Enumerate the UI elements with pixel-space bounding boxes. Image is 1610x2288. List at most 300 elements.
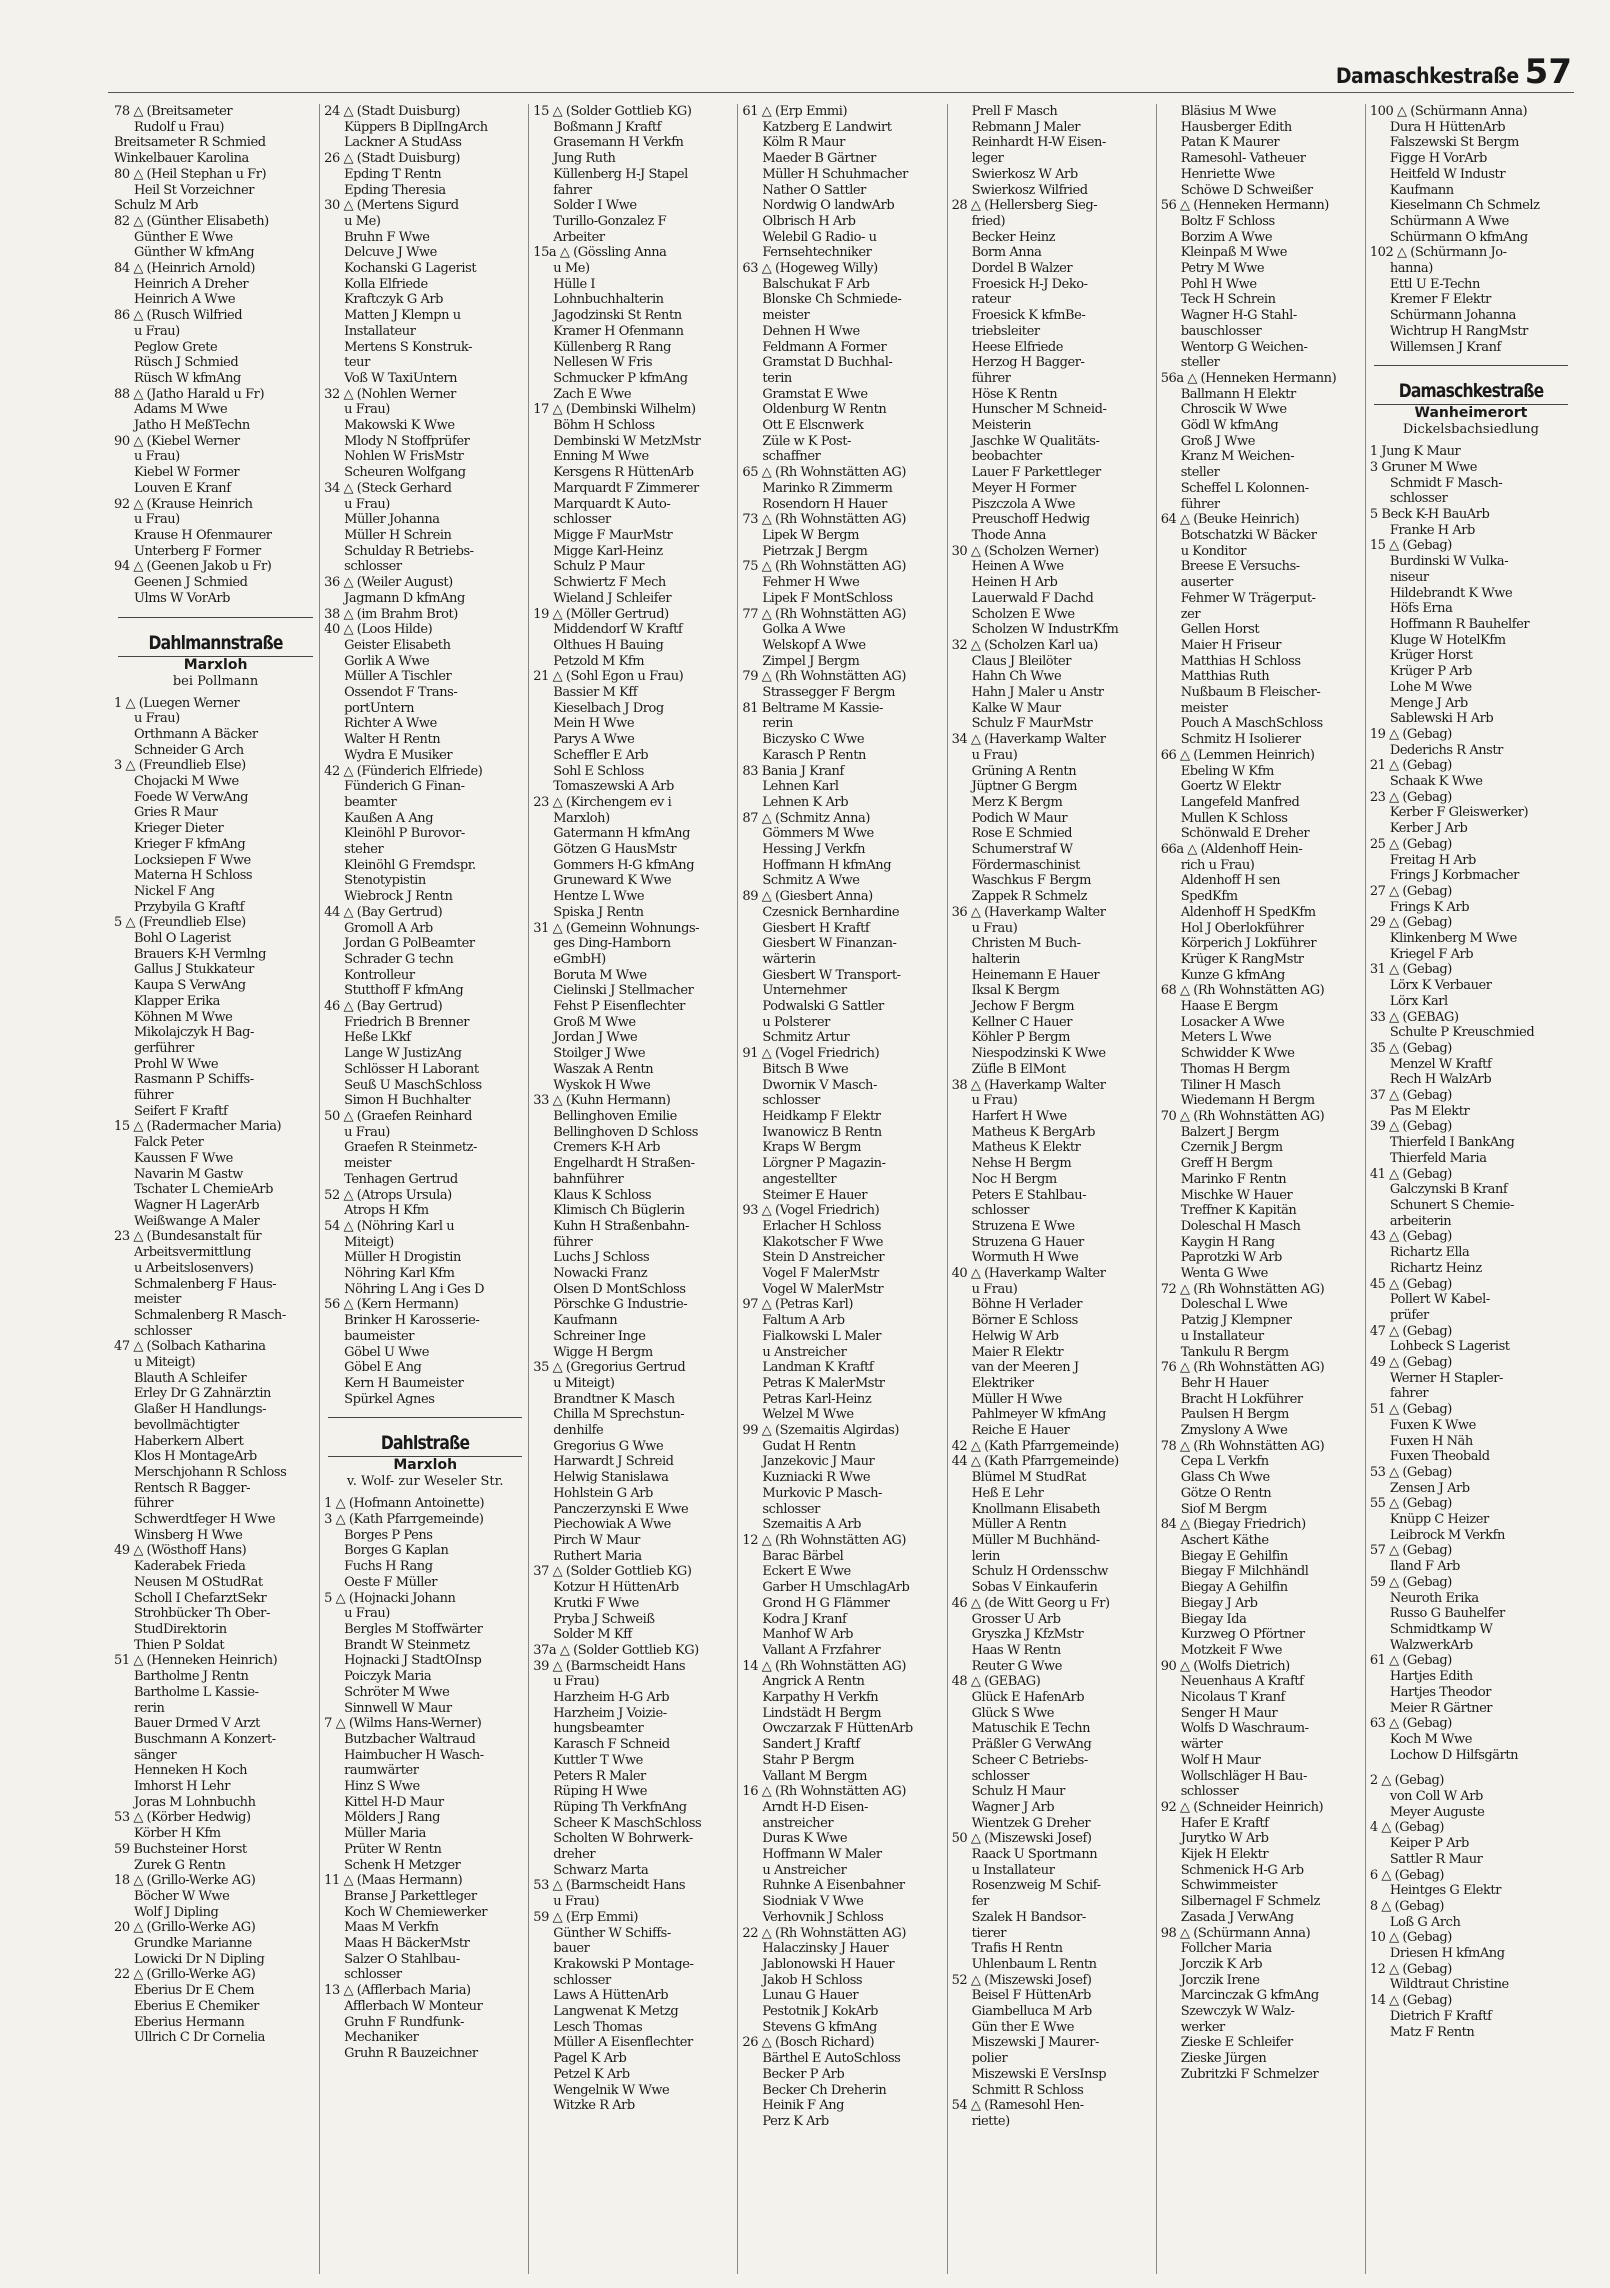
resident-entry: Fünderich G Finan- (344, 779, 465, 795)
resident-entry: u Miteigt) (553, 1375, 615, 1391)
resident-entry: Schmalenberg F Haus- (134, 1276, 277, 1292)
resident-entry: Dordel B Walzer (971, 261, 1073, 277)
directory-column (1156, 104, 1365, 2274)
resident-entry: Behr H Hauer (1180, 1375, 1269, 1391)
resident-entry: Olsen D MontSchloss (553, 1281, 686, 1297)
resident-entry: Buschmann A Konzert- (134, 1731, 276, 1747)
resident-entry: bauschlosser (1180, 323, 1262, 339)
resident-entry: Götze O Rentn (1180, 1485, 1272, 1501)
house-entry: 30 △ (Scholzen Werner) (951, 543, 1099, 559)
resident-entry: Groß M Wwe (553, 1014, 636, 1030)
resident-entry: Fuxen K Wwe (1389, 1417, 1476, 1433)
house-entry: 49 △ (Wösthoff Hans) (114, 1543, 247, 1559)
resident-entry: Wentorp G Weichen- (1180, 339, 1308, 355)
resident-entry: Strassegger F Bergm (762, 685, 895, 701)
house-entry: 56 △ (Henneken Hermann) (1160, 198, 1329, 214)
resident-entry: Silbernagel F Schmelz (1180, 1894, 1320, 1910)
resident-entry: Kleinöhl G Fremdspr. (344, 857, 476, 873)
resident-entry: Gryszka J KfzMstr (971, 1627, 1084, 1643)
street-location-note: bei Pollmann (172, 673, 259, 689)
resident-entry: leger (971, 151, 1004, 167)
resident-entry: Foede W VerwAng (134, 789, 249, 805)
resident-entry: Maier H Friseur (1180, 637, 1282, 653)
resident-entry: Patan K Maurer (1180, 135, 1280, 151)
resident-entry: Zmyslony A Wwe (1180, 1423, 1288, 1439)
resident-entry: Schmitz A Wwe (762, 873, 860, 889)
resident-entry: Boltz F Schloss (1180, 213, 1275, 229)
resident-entry: Lipek W Bergm (762, 527, 859, 543)
directory-column (110, 104, 319, 2274)
resident-entry: Klakotscher F Wwe (762, 1234, 884, 1250)
resident-entry: Kittel H-D Maur (344, 1794, 444, 1810)
resident-entry: Kochanski G Lagerist (344, 261, 477, 277)
resident-entry: Przybyila G Kraftf (134, 899, 244, 915)
resident-entry: Hoffmann W Maler (762, 1847, 882, 1863)
resident-entry: polier (971, 2051, 1008, 2067)
resident-entry: fer (971, 1894, 989, 1910)
resident-entry: Jordan G PolBeamter (344, 936, 475, 952)
resident-entry: Köhler P Bergm (971, 1030, 1071, 1046)
resident-entry: Gramstat E Wwe (762, 386, 868, 402)
resident-entry: Kerber J Arb (1389, 821, 1468, 837)
resident-entry: Turillo-Gonzalez F (553, 213, 667, 229)
resident-entry: Wagner H-G Stahl- (1180, 308, 1297, 324)
resident-entry: Schrader G techn (344, 951, 454, 967)
resident-entry: schlosser (553, 1972, 611, 1988)
resident-entry: wärter (1180, 1737, 1223, 1753)
house-entry: 53 △ (Barmscheidt Hans (533, 1878, 686, 1894)
house-entry: 79 △ (Rh Wohnstätten AG) (742, 669, 906, 685)
resident-entry: Ettl U E-Techn (1389, 276, 1480, 292)
resident-entry: Giesbert W Transport- (762, 967, 901, 983)
house-entry: 31 △ (Gebag) (1369, 962, 1452, 978)
resident-entry: u Arbeitslosenvers) (134, 1260, 254, 1276)
resident-entry: Brinker H Karosserie- (344, 1313, 480, 1329)
resident-entry: Müller H Schrein (344, 527, 452, 543)
resident-entry: Franke H Arb (1389, 522, 1475, 538)
resident-entry: Richartz Heinz (1389, 1260, 1482, 1276)
resident-entry: Stoilger J Wwe (553, 1046, 646, 1062)
resident-entry: Kaußen A Ang (344, 810, 434, 826)
resident-entry: bahnführer (553, 1171, 624, 1187)
resident-entry: raumwärter (344, 1763, 419, 1779)
house-entry: 30 △ (Mertens Sigurd (324, 198, 459, 214)
resident-entry: denhilfe (553, 1423, 604, 1439)
resident-entry: schlosser (1180, 1784, 1239, 1800)
resident-entry: Scheffel L Kolonnen- (1180, 480, 1309, 496)
resident-entry: Locksiepen F Wwe (134, 852, 251, 868)
resident-entry: Reuter G Wwe (971, 1658, 1062, 1674)
resident-entry: Paprotzki W Arb (1180, 1250, 1282, 1266)
house-entry: 6 △ (Gebag) (1369, 1867, 1445, 1883)
resident-entry: Joras M Lohnbuchh (134, 1794, 256, 1810)
house-entry: 7 △ (Wilms Hans-Werner) (324, 1716, 482, 1732)
spacer (1370, 1763, 1572, 1773)
resident-entry: Niespodzinski K Wwe (971, 1046, 1106, 1062)
resident-entry: Rentsch R Bagger- (134, 1480, 251, 1496)
resident-entry: Krakowski P Montage- (553, 1956, 694, 1972)
house-entry: 83 Bania J Kranf (742, 763, 844, 779)
resident-entry: Gellen Horst (1180, 622, 1260, 638)
house-entry: 19 △ (Gebag) (1369, 726, 1452, 742)
resident-entry: rateur (971, 292, 1011, 308)
resident-entry: Zubritzki F Schmelzer (1180, 2066, 1319, 2082)
resident-entry: Spiska J Rentn (553, 904, 644, 920)
resident-entry: Prüter W Rentn (344, 1841, 442, 1857)
resident-entry: schlosser (762, 1501, 820, 1517)
house-entry: 38 △ (im Brahm Brot) (324, 606, 458, 622)
resident-entry: fahrer (1389, 1386, 1429, 1402)
resident-entry: Jechow F Bergm (971, 999, 1075, 1015)
house-entry: 98 △ (Schürmann Anna) (1160, 1925, 1311, 1941)
resident-entry: Harfert H Wwe (971, 1109, 1067, 1124)
section-rule (118, 617, 313, 618)
resident-entry: Ossendot F Trans- (344, 685, 458, 701)
resident-entry: u Frau) (344, 1606, 390, 1622)
resident-entry: Helwig Stanislawa (553, 1470, 669, 1486)
resident-entry: Erley Dr G Zahnärztin (134, 1386, 271, 1402)
resident-entry: Czesnick Bernhardine (762, 904, 900, 920)
resident-entry: Reiche E Hauer (971, 1423, 1070, 1439)
resident-entry: Gruneward K Wwe (553, 873, 672, 889)
house-entry: 51 △ (Gebag) (1369, 1402, 1452, 1418)
resident-entry: Lörx K Verbauer (1389, 978, 1492, 994)
resident-entry: Welzel M Wwe (762, 1407, 854, 1423)
resident-entry: Börner E Schloss (971, 1313, 1078, 1329)
house-entry: 32 △ (Nohlen Werner (324, 386, 456, 402)
resident-entry: Gruhn R Bauzeichner (344, 2045, 478, 2061)
resident-entry: Wengelnik W Wwe (553, 2082, 670, 2098)
resident-entry: Schwiertz F Mech (553, 575, 666, 591)
resident-entry: Biczysko C Wwe (762, 732, 865, 748)
resident-entry: Müller A Rentn (971, 1517, 1067, 1533)
resident-entry: Katzberg E Landwirt (762, 119, 892, 135)
resident-entry: u Frau) (553, 1894, 600, 1910)
resident-entry: u Miteigt) (134, 1355, 196, 1371)
house-entry: 39 △ (Barmscheidt Hans (533, 1658, 686, 1674)
resident-entry: Böcher W Wwe (134, 1888, 230, 1904)
house-entry: 12 △ (Gebag) (1369, 1961, 1452, 1977)
directory-columns (110, 104, 1574, 2274)
resident-entry: schlosser (971, 1203, 1030, 1219)
resident-entry: Kern H Baumeister (344, 1375, 464, 1391)
resident-entry: Rüping Th VerkfnAng (553, 1799, 687, 1815)
resident-entry: Migge Karl-Heinz (553, 543, 663, 559)
resident-entry: Arndt H-D Eisen- (762, 1799, 868, 1815)
resident-entry: Pas M Elektr (1389, 1103, 1470, 1119)
house-entry: 29 △ (Gebag) (1369, 915, 1452, 931)
resident-entry: Richartz Ella (1389, 1245, 1470, 1261)
resident-entry: Vallant M Bergm (762, 1768, 867, 1784)
resident-entry: Schmitz Artur (762, 1030, 850, 1046)
resident-entry: Kiebel W Former (134, 465, 240, 481)
header-rule (108, 92, 1574, 93)
resident-entry: Olthues H Bauing (553, 637, 664, 653)
resident-entry: Becker P Arb (762, 2066, 845, 2082)
resident-entry: Haas W Rentn (971, 1642, 1061, 1658)
resident-entry: Böhm H Schloss (553, 418, 655, 434)
resident-entry: Galczynski B Kranf (1389, 1182, 1508, 1198)
resident-entry: Pollert W Kabel- (1389, 1292, 1490, 1308)
resident-entry: Orthmann A Bäcker (134, 726, 258, 742)
resident-entry: Nohlen W FrisMstr (344, 449, 464, 465)
resident-entry: Swierkosz Wilfried (971, 182, 1088, 198)
resident-entry: Eberius Dr E Chem (134, 1983, 255, 1999)
resident-entry: Neuroth Erika (1389, 1590, 1479, 1606)
resident-entry: Zurek G Rentn (134, 1857, 226, 1873)
resident-entry: Merschjohann R Schloss (134, 1464, 287, 1480)
resident-entry: Helwig W Arb (971, 1328, 1059, 1344)
resident-entry: Schneider G Arch (134, 742, 244, 758)
resident-entry: Lohbeck S Lagerist (1389, 1339, 1510, 1355)
resident-entry: Schürmann A Wwe (1389, 213, 1509, 229)
resident-entry: Siodniak V Wwe (762, 1894, 864, 1910)
resident-entry: meister (134, 1292, 181, 1308)
resident-entry: WalzwerkArb (1389, 1637, 1473, 1653)
house-entry: 27 △ (Gebag) (1369, 883, 1452, 899)
resident-entry: Krieger Dieter (134, 821, 224, 837)
resident-entry: Harwardt J Schreid (553, 1454, 674, 1470)
resident-entry: Motzkeit F Wwe (1180, 1642, 1283, 1658)
resident-entry: bevollmächtigter (134, 1417, 239, 1433)
resident-entry: sänger (134, 1747, 177, 1763)
resident-entry: Balzert J Bergm (1180, 1124, 1279, 1140)
resident-entry: Wagner H LagerArb (134, 1198, 260, 1213)
resident-entry: u Me) (344, 213, 381, 229)
resident-entry: Mölders J Rang (344, 1810, 441, 1826)
resident-entry: Schwarz Marta (553, 1862, 649, 1878)
resident-entry: Fehmer W Trägerput- (1180, 590, 1316, 606)
house-entry: 31 △ (Gemeinn Wohnungs- (533, 920, 700, 936)
resident-entry: Wieland J Schleifer (553, 590, 672, 606)
resident-entry: Claus J Bleilöter (971, 653, 1071, 669)
house-entry: 92 △ (Krause Heinrich (114, 496, 253, 512)
resident-entry: Kaussen F Wwe (134, 1150, 233, 1166)
resident-entry: Friedrich B Brenner (344, 1014, 469, 1030)
resident-entry: steller (1180, 465, 1220, 481)
house-entry: 65 △ (Rh Wohnstätten AG) (742, 465, 906, 481)
house-entry: 42 △ (Kath Pfarrgemeinde) (951, 1438, 1119, 1454)
resident-entry: Lauer F Parkettleger (971, 465, 1101, 481)
resident-entry: Nellesen W Fris (553, 355, 653, 371)
resident-entry: Rose E Schmied (971, 826, 1073, 842)
resident-entry: Rüping H Wwe (553, 1784, 647, 1800)
resident-entry: Seifert F Kraftf (134, 1103, 228, 1119)
resident-entry: Luchs J Schloss (553, 1250, 650, 1266)
resident-entry: baumeister (344, 1328, 415, 1344)
resident-entry: Kleinpaß M Wwe (1180, 245, 1288, 261)
resident-entry: Doleschal H Masch (1180, 1218, 1301, 1234)
resident-entry: Schlösser H Laborant (344, 1061, 479, 1077)
resident-entry: schlosser (344, 1967, 402, 1983)
resident-entry: Thierfeld Maria (1389, 1150, 1487, 1166)
resident-entry: Patzig J Klempner (1180, 1313, 1292, 1329)
house-entry: 55 △ (Gebag) (1369, 1496, 1452, 1512)
house-entry: 17 △ (Dembinski Wilhelm) (533, 402, 696, 418)
resident-entry: Tomaszewski A Arb (553, 779, 674, 795)
resident-entry: Welebil G Radio- u (762, 229, 877, 245)
house-entry: 59 △ (Gebag) (1369, 1574, 1452, 1590)
resident-entry: Afflerbach W Monteur (344, 1998, 483, 2014)
resident-entry: Werner H Stapler- (1389, 1370, 1503, 1386)
resident-entry: Faltum A Arb (762, 1313, 845, 1329)
resident-entry: u Frau) (134, 711, 180, 727)
house-entry: 33 △ (Kuhn Hermann) (533, 1093, 671, 1109)
house-entry: 45 △ (Gebag) (1369, 1276, 1452, 1292)
resident-entry: Kaygin H Rang (1180, 1234, 1275, 1250)
resident-entry: Fehst P Eisenflechter (553, 999, 685, 1015)
resident-entry: Heß E Lehr (971, 1485, 1044, 1501)
resident-entry: Nicolaus T Kranf (1180, 1690, 1285, 1706)
resident-entry: Wenta G Wwe (1180, 1266, 1268, 1282)
resident-entry: Rosenzweig M Schif- (971, 1878, 1101, 1894)
resident-entry: Lörx Karl (1389, 993, 1448, 1009)
resident-entry: Grasemann H Verkfn (553, 135, 684, 151)
resident-entry: Pryba J Schweiß (553, 1611, 655, 1627)
resident-entry: Scholzen W IndustrKfm (971, 622, 1119, 638)
resident-entry: steller (1180, 355, 1220, 371)
house-entry: 3 △ (Kath Pfarrgemeinde) (324, 1512, 484, 1528)
resident-entry: Groß J Wwe (1180, 433, 1255, 449)
resident-entry: Trafis H Rentn (971, 1941, 1063, 1957)
resident-entry: Chojacki M Wwe (134, 774, 239, 790)
house-entry: 15 △ (Radermacher Maria) (114, 1119, 282, 1135)
resident-entry: Owczarzak F HüttenArb (762, 1721, 913, 1737)
resident-entry: Maas H BäckerMstr (344, 1936, 470, 1952)
resident-entry: u Anstreicher (762, 1862, 847, 1878)
resident-entry: Fuxen H Näh (1389, 1433, 1473, 1449)
resident-entry: Thode Anna (971, 527, 1046, 543)
resident-entry: Iksal K Bergm (971, 983, 1060, 999)
house-entry: 54 △ (Ramesohl Hen- (951, 2098, 1084, 2114)
resident-entry: Langwenat K Metzg (553, 2004, 679, 2020)
resident-entry: Leibrock M Verkfn (1389, 1527, 1505, 1543)
resident-entry: van der Meeren J (971, 1360, 1079, 1376)
resident-entry: Hoffmann R Bauhelfer (1389, 616, 1530, 632)
resident-entry: Mlody N Stoffprüfer (344, 433, 470, 449)
house-entry: Breitsameter R Schmied (114, 135, 266, 151)
resident-entry: Kaderabek Frieda (134, 1559, 246, 1575)
resident-entry: Kuzniacki R Wwe (762, 1470, 871, 1486)
resident-entry: Matheus K BergArb (971, 1124, 1095, 1140)
resident-entry: niseur (1389, 569, 1429, 585)
resident-entry: Jurytko W Arb (1180, 1831, 1269, 1847)
resident-entry: Fernsehtechniker (762, 245, 872, 261)
resident-entry: Borges G Kaplan (344, 1543, 449, 1559)
directory-column (947, 104, 1156, 2274)
resident-entry: meister (344, 1156, 391, 1172)
resident-entry: Ott E Elscnwerk (762, 418, 864, 434)
resident-entry: Halaczinsky J Hauer (762, 1941, 889, 1957)
resident-entry: Schenk H Metzger (344, 1857, 461, 1873)
resident-entry: Bassier M Kff (553, 685, 638, 701)
resident-entry: Sohl E Schloss (553, 763, 644, 779)
resident-entry: Dembinski W MetzMstr (553, 433, 701, 449)
resident-entry: Barac Bärbel (762, 1548, 844, 1564)
resident-entry: Boßmann J Kraftf (553, 119, 661, 135)
resident-entry: u Frau) (553, 1674, 600, 1690)
resident-entry: Marquardt F Zimmerer (553, 480, 699, 496)
resident-entry: schlosser (553, 512, 611, 528)
resident-entry: Jagodzinski St Rentn (553, 308, 682, 324)
house-entry: 14 △ (Gebag) (1369, 1993, 1452, 2009)
resident-entry: Thien P Soldat (134, 1637, 225, 1653)
section-rule (1374, 365, 1568, 366)
resident-entry: Petry M Wwe (1180, 261, 1265, 277)
resident-entry: Kleinöhl P Burovor- (344, 826, 465, 842)
resident-entry: Kranz M Weichen- (1180, 449, 1295, 465)
resident-entry: bauer (553, 1941, 590, 1957)
house-entry: 56 △ (Kern Hermann) (324, 1297, 459, 1313)
resident-entry: werker (1180, 2019, 1225, 2035)
resident-entry: Struzena E Wwe (971, 1218, 1075, 1234)
resident-entry: Heinen A Wwe (971, 559, 1064, 575)
resident-entry: Elektriker (971, 1375, 1034, 1391)
resident-entry: gerführer (134, 1040, 194, 1056)
resident-entry: Hülle I (553, 276, 596, 292)
resident-entry: Böhne H Verlader (971, 1297, 1083, 1313)
resident-entry: Gödl W kfmAng (1180, 418, 1279, 434)
resident-entry: Klimisch Ch Büglerin (553, 1203, 685, 1219)
resident-entry: Jung Ruth (553, 151, 616, 167)
house-entry: 78 △ (Rh Wohnstätten AG) (1160, 1438, 1325, 1454)
resident-entry: Prohl W Wwe (134, 1056, 219, 1072)
house-entry: 68 △ (Rh Wohnstätten AG) (1160, 983, 1325, 999)
resident-entry: steher (344, 842, 384, 858)
resident-entry: Lohnbuchhalterin (553, 292, 664, 308)
resident-entry: Dietrich F Kraftf (1389, 2008, 1492, 2024)
resident-entry: Günther W kfmAng (134, 245, 255, 261)
resident-entry: Ruthert Maria (553, 1548, 642, 1564)
resident-entry: Kriegel F Arb (1389, 946, 1474, 962)
resident-entry: Dworniк V Masch- (762, 1077, 877, 1093)
resident-entry: Sandert J Kraftf (762, 1737, 860, 1753)
resident-entry: u Frau) (134, 449, 180, 465)
house-entry: 61 △ (Gebag) (1369, 1653, 1452, 1669)
resident-entry: u Frau) (971, 920, 1018, 936)
resident-entry: Vallant A Frzfahrer (762, 1642, 881, 1658)
resident-entry: Aschert Käthe (1180, 1532, 1269, 1548)
house-entry: 26 △ (Bosch Richard) (742, 2035, 875, 2051)
resident-entry: Feldmann A Former (762, 339, 887, 355)
resident-entry: Schröter M Wwe (344, 1684, 450, 1700)
resident-entry: Goertz W Elektr (1180, 779, 1281, 795)
resident-entry: Fialkowski L Maler (762, 1328, 881, 1344)
resident-entry: schlosser (971, 1768, 1030, 1784)
resident-entry: Haase E Bergm (1180, 999, 1278, 1015)
house-entry: 15a △ (Gössling Anna (533, 245, 667, 261)
resident-entry: Panczerzynski E Wwe (553, 1501, 689, 1517)
section-rule (328, 1417, 522, 1418)
district-name: Marxloh (183, 656, 248, 673)
house-entry: 54 △ (Nöhring Karl u (324, 1218, 455, 1234)
resident-entry: StudDirektorin (134, 1621, 227, 1637)
house-entry: 13 △ (Afflerbach Maria) (324, 1983, 471, 1999)
resident-entry: Borges P Pens (344, 1527, 433, 1543)
resident-entry: Pouch A MaschSchloss (1180, 716, 1323, 732)
resident-entry: Zieske Jürgen (1180, 2051, 1267, 2067)
resident-entry: Frings J Korbmacher (1389, 868, 1519, 884)
house-entry: 75 △ (Rh Wohnstätten AG) (742, 559, 906, 575)
house-entry: 102 △ (Schürmann Jo- (1369, 245, 1507, 261)
resident-entry: Krieger F kfmAng (134, 836, 246, 852)
resident-entry: Henriette Wwe (1180, 166, 1275, 182)
house-entry: 39 △ (Gebag) (1369, 1119, 1452, 1135)
resident-entry: Blümel M StudRat (971, 1470, 1087, 1486)
resident-entry: Schwidder K Wwe (1180, 1046, 1295, 1062)
resident-entry: Aldenhoff H SpedKfm (1180, 904, 1316, 920)
resident-entry: Loß G Arch (1389, 1914, 1461, 1930)
